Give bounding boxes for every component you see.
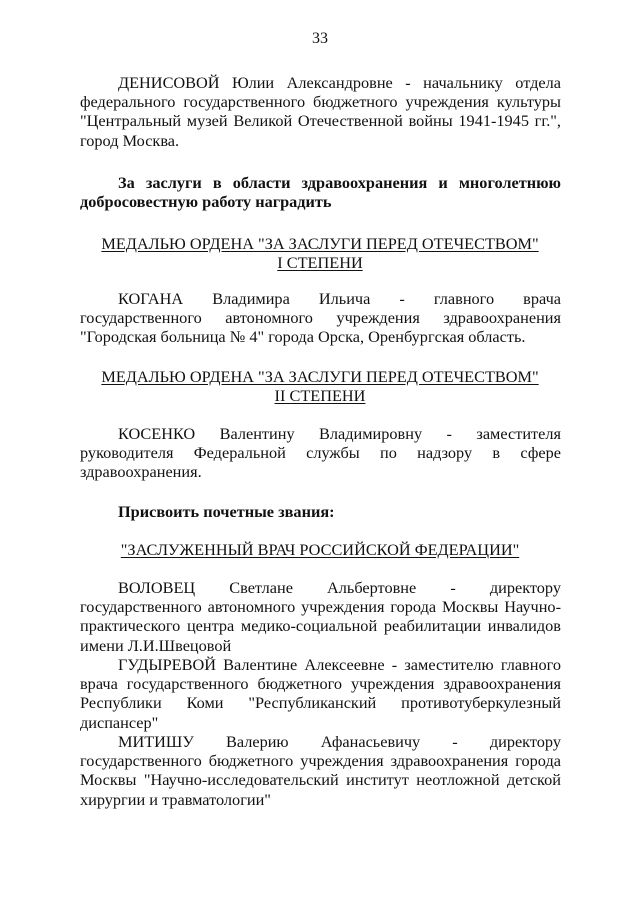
medal-heading-1-line1: МЕДАЛЬЮ ОРДЕНА "ЗА ЗАСЛУГИ ПЕРЕД ОТЕЧЕСТВОМ" — [101, 234, 539, 253]
honorary-title-heading: "ЗАСЛУЖЕННЫЙ ВРАЧ РОССИЙСКОЙ ФЕДЕРАЦИИ" — [120, 540, 520, 559]
section-heading-merits: За заслуги в области здравоохранения и многолетнюю добросовестную работу наградить — [80, 173, 561, 212]
medal-heading-2-line1: МЕДАЛЬЮ ОРДЕНА "ЗА ЗАСЛУГИ ПЕРЕД ОТЕЧЕСТВОМ" — [101, 367, 539, 386]
medal-heading-1-line2: I СТЕПЕНИ — [277, 253, 363, 272]
section-heading-titles: Присвоить почетные звания: — [118, 502, 335, 521]
award-entry-kogan: КОГАНА Владимира Ильича - главного врача государственного автономного учреждения здравоохранения "Городская больница № 4" города Орска, Оренбургская область. — [80, 289, 561, 347]
award-entry-denisova: ДЕНИСОВОЙ Юлии Александровне - начальнику отдела федерального государственного бюджетного учреждения культуры "Центральный музей Великой Отечественной войны 1941-1945 гг.", город Москва. — [80, 73, 561, 150]
medal-heading-2-line2: II СТЕПЕНИ — [274, 386, 366, 405]
award-entry-gudyreva: ГУДЫРЕВОЙ Валентине Алексеевне - заместителю главного врача государственного бюджетного учреждения здравоохранения Республики Коми "Республиканский противотуберкулезный диспансер" — [80, 655, 561, 732]
page-number: 33 — [312, 30, 328, 47]
award-entry-mitishu: МИТИШУ Валерию Афанасьевичу - директору государственного бюджетного учреждения здравоохранения города Москвы "Научно-исследовательский институт неотложной детской хирургии и травматологии" — [80, 732, 561, 809]
award-entry-kosenko: КОСЕНКО Валентину Владимировну - заместителя руководителя Федеральной службы по надзору в сфере здравоохранения. — [80, 424, 561, 482]
award-entry-volovets: ВОЛОВЕЦ Светлане Альбертовне - директору государственного автономного учреждения города Москвы Научно-практического центра медико-социальной реабилитации инвалидов имени Л.И.Швецовой — [80, 578, 561, 655]
